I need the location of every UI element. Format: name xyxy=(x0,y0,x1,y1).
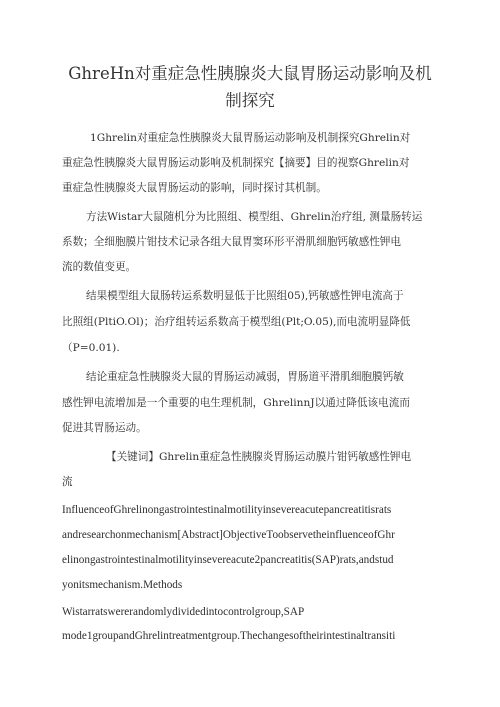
body-line-5: 系数；全细胞膜片钳技术记录各组大鼠胃窦环形平滑肌细胞钙敏感性钾电 xyxy=(62,236,401,248)
english-line-1: InfluenceofGhrelinongastrointestinalmotilityinsevereacutepancreatitisrats xyxy=(62,504,392,516)
english-line-3: elinongastrointestinalmotilityinsevereacute2pancreatitis(SAP)rats,andstud xyxy=(62,554,394,566)
body-line-3: 重症急性胰腺炎大鼠胃肠运动的影响，同时探讨其机制。 xyxy=(62,182,327,194)
body-line-12: 促进其胃肠运动。 xyxy=(62,422,147,434)
english-line-4: yonitsmechanism.Methods xyxy=(62,579,183,591)
body-line-6: 流的数值变更。 xyxy=(62,261,137,273)
body-line-8: 比照组(PltiO.Ol)；治疗组转运系数高于模型组(Plt;O.05),而电流明显降低 xyxy=(62,316,411,328)
body-line-2: 重症急性胰腺炎大鼠胃肠运动影响及机制探究【摘要】目的视察Ghrelin对 xyxy=(62,157,410,169)
body-line-11: 感性钾电流增加是一个重要的电生理机制，GhrelinnJ以通过降低该电流而 xyxy=(62,397,410,409)
body-line-4: 方法Wistar大鼠随机分为比照组、模型组、Ghrelin治疗组, 测量肠转运 xyxy=(86,211,423,223)
english-line-5: Wistarratswererandomlydividedintocontrolgroup,SAP xyxy=(62,606,305,618)
english-line-6: mode1groupandGhrelintreatmentgroup.Thechangesoftheirintestinaltransiti xyxy=(62,630,396,642)
keywords-line-1: 【关键词】Ghrelin重症急性胰腺炎胃肠运动膜片钳钙敏感性钾电 xyxy=(106,451,412,463)
document-title-line-2: 制探究 xyxy=(225,91,275,110)
document-title-line-1: GhreHn对重症急性胰腺炎大鼠胃肠运动影响及机 xyxy=(68,64,432,83)
body-line-1: 1Ghrelin对重症急性胰腺炎大鼠胃肠运动影响及机制探究Ghrelin对 xyxy=(90,132,411,144)
keywords-line-2: 流 xyxy=(62,476,73,488)
body-line-10: 结论重症急性胰腺炎大鼠的胃肠运动减弱，胃肠道平滑肌细胞膜钙敏 xyxy=(86,371,404,383)
english-line-2: andresearchonmechanism[Abstract]ObjectiveToobservetheinfluenceofGhr xyxy=(62,529,395,541)
body-line-7: 结果模型组大鼠肠转运系数明显低于比照组05),钙敏感性钾电流高于 xyxy=(86,290,404,302)
body-line-9: （P=0.01). xyxy=(62,342,120,354)
